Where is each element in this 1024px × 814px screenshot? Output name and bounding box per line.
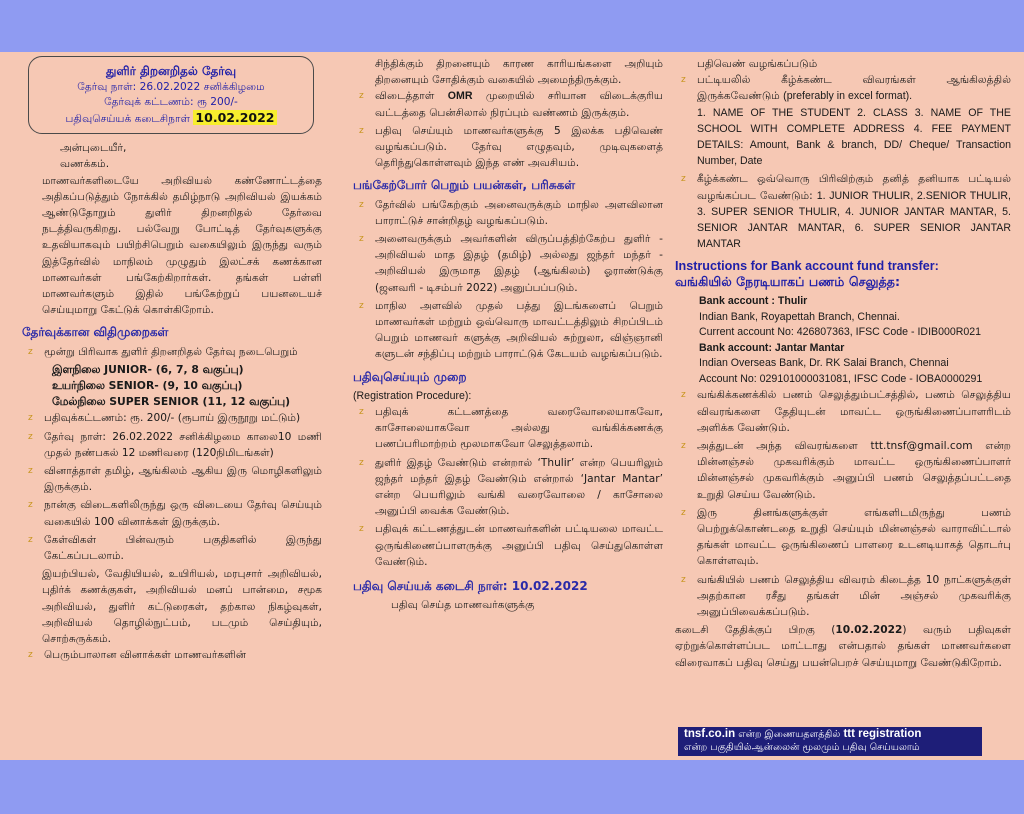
rule-item xyxy=(22,463,322,495)
bullet-icon: z xyxy=(28,650,33,661)
top-band xyxy=(0,0,1024,52)
registration-text: பதிவுக் கட்டணத்தை வரைவோலையாகவோ, காசோலையாகவோ அல்லது வங்கிக்கணக்கு பணப்பரிமாற்றம் மூலமாகவோ செலுத்தலாம். xyxy=(375,406,663,451)
rule-item xyxy=(353,123,663,172)
bank-instruction xyxy=(675,572,1011,621)
rule-text: மூன்று பிரிவாக துளிர் திறனறிதல் தேர்வு நடைபெறும் xyxy=(44,345,298,358)
omr-pre: விடைத்தாள் xyxy=(375,90,435,103)
omr-word: OMR xyxy=(447,90,473,103)
rule-text: நான்கு விடைகளிலிருந்து ஒரு விடையை தேர்வு செய்யும் வகையில் 100 வினாக்கள் இருக்கும். xyxy=(44,499,322,528)
exam-title: துளிர் திறனறிதல் தேர்வு xyxy=(105,64,237,78)
list-requirement xyxy=(675,72,1011,169)
bullet-icon: z xyxy=(359,234,364,245)
instruction-text: வங்கிக்கணக்கில் பணம் செலுத்தும்பட்சத்தில், பணம் செலுத்திய விவரங்களை தேதியுடன் மாவட்ட ஒருங்கிணைப்பாளரிடம் அளிக்க வேண்டும். xyxy=(697,389,1011,434)
bullet-icon: z xyxy=(681,75,686,86)
rule-text: கேள்விகள் பின்வரும் பகுதிகளில் இருந்து கேட்கப்படலாம். xyxy=(44,533,322,563)
rule-item xyxy=(22,647,322,663)
account-bank: Indian Overseas Bank, Dr. RK Salai Branch, Chennai xyxy=(699,357,949,370)
bullet-icon: z xyxy=(359,125,364,136)
bullet-icon: z xyxy=(28,431,33,442)
account-number: Account No: 029101000031081, IFSC Code - IOBA0000291 xyxy=(699,372,983,385)
list-pre: பட்டியலில் கீழ்க்கண்ட விவரங்கள் ஆங்கிலத்தில் இருக்கவேண்டும் xyxy=(697,74,1011,103)
greeting-line-1: அன்புடையீர், xyxy=(60,142,127,155)
bank-instruction xyxy=(675,505,1011,570)
deadline-text: பதிவு செய்த மாணவர்களுக்கு xyxy=(391,599,535,612)
benefits-heading: பங்கேற்போர் பெறும் பயன்கள், பரிசுகள் xyxy=(353,178,576,193)
account-label: Bank account: Jantar Mantar xyxy=(699,341,845,354)
rule-text: தேர்வு நாள்: 26.02.2022 சனிக்கிழமை காலை10 மணி முதல் நண்பகல் 12 மணிவரை (120நிமிடங்கள்) xyxy=(44,430,322,459)
benefit-text: மாநில அளவில் முதல் பத்து இடங்களைப் பெறும் மாணவர்கள் மற்றும் ஒவ்வொரு மாவட்டத்திலும் சிறப்பிடம் பெறும் மாணவர் களுக்கு அறிவியல் சுற்றுலா, விஞ்ஞானி களுடன் சந்திப்பு மற்றும் பாராட்டுக் கேடயம் வழங்கப்படும். xyxy=(375,299,663,361)
rule-item xyxy=(353,88,663,120)
bullet-icon: z xyxy=(28,500,33,511)
tag-line-2: என்ற பகுதியில்ஆன்லைன் மூலமும் பதிவு செய்யலாம் xyxy=(684,742,920,753)
bullet-icon: z xyxy=(359,524,364,535)
bank-heading-en: Instructions for Bank account fund transfer: xyxy=(675,259,939,274)
closing-paragraph xyxy=(675,622,1011,671)
benefit-item xyxy=(353,298,663,363)
separate-pre: கீழ்க்கண்ட ஒவ்வொரு பிரிவிற்கும் தனித் தனியாக பட்டியல் வழங்கப்பட வேண்டும்: xyxy=(697,173,1011,202)
level-super-senior: மேல்நிலை SUPER SENIOR (11, 12 வகுப்பு) xyxy=(52,395,291,409)
bank-heading-ta: வங்கியில் நேரடியாகப் பணம் செலுத்த: xyxy=(675,274,901,290)
bullet-icon: z xyxy=(681,390,686,401)
bullet-icon: z xyxy=(359,407,364,418)
closing-post: ) வரும் பதிவுகள் ஏற்றுக்கொள்ளப்பட மாட்டாது என்பதால் தங்கள் மாணவர்களை விரைவாகப் பதிவு செய்து பயன்பெறச் செய்யுமாறு வேண்டுகிறோம். xyxy=(675,624,1011,669)
registration-item xyxy=(353,404,663,453)
column-left xyxy=(22,56,322,756)
registration-item xyxy=(353,455,663,520)
rule-text: பதிவுக்கட்டணம்: ரூ. 200/- (ரூபாய் இருநூறு மட்டும்) xyxy=(44,412,301,425)
greeting-line-2: வணக்கம். xyxy=(60,158,110,171)
bullet-icon: z xyxy=(681,174,686,185)
registration-item xyxy=(353,521,663,570)
bullet-icon: z xyxy=(681,507,686,518)
benefit-text: அனைவருக்கும் அவர்களின் விருப்பத்திற்கேற்ப துளிர் - அறிவியல் மாத இதழ் (தமிழ்) அல்லது ஜந்தர் மந்தர் - அறிவியல் இருமாத இதழ் (ஆங்கிலம்) ஓராண்டுக்கு (ஜனவரி - டிசம்பர் 2022) அனுப்பப்படும். xyxy=(375,233,663,294)
separate-list-requirement xyxy=(675,171,1011,252)
rule-item xyxy=(22,344,322,360)
rule-text: பதிவு செய்யும் மாணவர்களுக்கு 5 இலக்க பதிவெண் வழங்கப்படும். தேர்வு எழுதவும், முடிவுகளைத் தெரிந்துகொள்ளவும் இந்த எண் அவசியம். xyxy=(375,124,663,170)
exam-fee: தேர்வுக் கட்டணம்: ரூ 200/- xyxy=(104,96,238,109)
level-junior: இளநிலை JUNIOR- (6, 7, 8 வகுப்பு) xyxy=(52,362,244,376)
online-registration-tag xyxy=(678,727,982,756)
rule-text: பெரும்பாலான வினாக்கள் மாணவர்களின் xyxy=(44,649,247,662)
bullet-icon: z xyxy=(681,441,686,452)
closing-pre: கடைசி தேதிக்குப் பிறகு ( xyxy=(675,624,836,637)
registration-text: துளிர் இதழ் வேண்டும் என்றால் ‘Thulir’ என்ற பெயரிலும் ஜந்தர் மந்தர் இதழ் வேண்டும் என்றால் ‘Jantar Mantar’ என்ற பெயரிலும் வங்கி வரைவோலை / காசோலை அனுப்பி வைக்க வேண்டும். xyxy=(375,456,663,518)
registration-subheading: (Registration Procedure): xyxy=(353,389,472,402)
tag-reg: ttt registration xyxy=(843,728,922,740)
account-number: Current account No: 426807363, IFSC Code - IDIB000R021 xyxy=(699,326,982,339)
registration-deadline xyxy=(37,110,305,127)
bank-instruction xyxy=(675,438,1011,503)
account-label: Bank account : Thulir xyxy=(699,295,808,308)
rule-item xyxy=(22,497,322,529)
benefit-item xyxy=(353,231,663,296)
rule-item xyxy=(22,532,322,564)
rules-heading: தேர்வுக்கான விதிமுறைகள் xyxy=(22,325,169,340)
instruction-text: இரு தினங்களுக்குள் எங்களிடமிருந்து பணம் பெற்றுக்கொண்டதை உறுதி செய்யும் மின்னஞ்சல் வாராவிட்டால் தங்கள் மாவட்ட ஒருங்கிணைப் பாளரை உடனடியாகத் தொடர்பு கொள்ளவும். xyxy=(697,506,1011,568)
tag-mid: என்ற இணையதளத்தில் xyxy=(738,729,841,740)
registration-text: பதிவுக் கட்டணத்துடன் மாணவர்களின் பட்டியலை மாவட்ட ஒருங்கிணைப்பாளருக்கு அனுப்பி பதிவு செய்துகொள்ள வேண்டும். xyxy=(375,523,663,568)
exam-date: தேர்வு நாள்: 26.02.2022 சனிக்கிழமை xyxy=(77,81,265,94)
rule-item xyxy=(22,410,322,426)
bullet-icon: z xyxy=(359,300,364,311)
instruction-text: அத்துடன் அந்த விவரங்களை ttt.tnsf@gmail.com என்ற மின்னஞ்சல் முகவரிக்கும் மாவட்ட ஒருங்கிணைப்பாளர் மின்னஞ்சல் முகவரிக்கும் அனுப்பி பணம் செலுத்தப்பட்டதை உறுதி செய்ய வேண்டும். xyxy=(697,440,1011,501)
list-excel: (preferably in excel format). xyxy=(783,90,913,103)
bullet-icon: z xyxy=(681,574,686,585)
bank-instruction xyxy=(675,387,1011,436)
closing-date: 10.02.2022 xyxy=(835,624,903,637)
level-senior: உயர்நிலை SENIOR- (9, 10 வகுப்பு) xyxy=(52,379,243,393)
bullet-icon: z xyxy=(28,413,33,424)
site-link[interactable]: tnsf.co.in xyxy=(684,728,736,740)
bullet-icon: z xyxy=(359,199,364,210)
registration-date: 10.02.2022 xyxy=(195,110,275,126)
continued-text: பதிவெண் வழங்கப்படும் xyxy=(697,58,818,70)
bullet-icon: z xyxy=(28,346,33,357)
bullet-icon: z xyxy=(359,91,364,102)
bottom-band xyxy=(0,760,1024,814)
rule-text: வினாத்தாள் தமிழ், ஆங்கிலம் ஆகிய இரு மொழிகளிலும் இருக்கும். xyxy=(44,465,322,494)
benefit-item xyxy=(353,197,663,229)
account-bank: Indian Bank, Royapettah Branch, Chennai. xyxy=(699,310,900,323)
benefit-text: தேர்வில் பங்கேற்கும் அனைவருக்கும் மாநில அளவிலான பாராட்டுச் சான்றிதழ் வழங்கப்படும். xyxy=(375,198,663,227)
rule-item xyxy=(22,429,322,461)
bullet-icon: z xyxy=(359,457,364,468)
instruction-text: வங்கியில் பணம் செலுத்திய விவரம் கிடைத்த 10 நாட்களுக்குள் அதற்கான ரசீது தங்கள் மின் அஞ்சல் முகவரிக்கு அனுப்பிவைக்கப்படும். xyxy=(697,573,1011,619)
list-fields: 1. NAME OF THE STUDENT 2. CLASS 3. NAME OF THE SCHOOL WITH COMPLETE ADDRESS 4. FEE PAYMENT DETAILS: Amount, Bank & branch, DD/ Cheque/ Transaction Number, Date xyxy=(697,106,1011,168)
bullet-icon: z xyxy=(28,534,33,545)
column-right xyxy=(675,56,1011,756)
continued-text: சிந்திக்கும் திறனையும் காரண காரியங்களை அறியும் திறனையும் சோதிக்கும் வகையில் அமைந்திருக்கும். xyxy=(375,58,663,87)
bullet-icon: z xyxy=(28,466,33,477)
subjects-paragraph: இயற்பியல், வேதியியல், உயிரியல், மரபுசார் அறிவியல், புதிர்க் கணக்குகள், அறிவியல் மனப் பான்மை, சமூக அறிவியல், துளிர் கட்டுரைகள், தற்கால நிகழ்வுகள், அறிவியல் தொழில்நுட்பம், படமும் செய்தியும், சொற்சுருக்கம். xyxy=(42,568,322,646)
bank-account-thulir xyxy=(675,294,1011,341)
bank-account-jantar-mantar xyxy=(675,341,1011,388)
intro-paragraph: மாணவர்களிடையே அறிவியல் கண்ணோட்டத்தை அதிகப்படுத்தும் நோக்கில் தமிழ்நாடு அறிவியல் இயக்கம் ஆண்டுதோறும் துளிர் திறனறிதல் தேர்வை நடத்திவருகிறது. பல்வேறு போட்டித் தேர்வுகளுக்கு உதவியாகவும் பயிற்சிபெறும் வகையிலும் இருந்து வரும் இத்தேர்வில் மாநிலம் முழுதும் இலட்சக் கணக்கான மாணவர்கள் பங்கேற்கிறார்கள். தங்கள் பள்ளி மாணவர்களும் இதில் பங்கேற்றுப் பயனடையச் செய்யுமாறு கேட்டுக் கொள்கிறோம். xyxy=(42,174,322,317)
column-middle xyxy=(353,56,663,756)
tag-line-1 xyxy=(684,728,974,741)
deadline-heading: பதிவு செய்யக் கடைசி நாள்: 10.02.2022 xyxy=(353,579,588,594)
omr-post: முறையில் சரியான விடைக்குரிய வட்டத்தை பென்சிலால் நிரப்பும் வண்ணம் இருக்கும். xyxy=(375,90,663,119)
separate-list: 1. JUNIOR THULIR, 2.SENIOR THULIR, 3. SUPER SENIOR THULIR, 4. JUNIOR JANTAR MANTAR, 5. SENIOR JANTAR MANTAR, 6. SUPER SENIOR JANTAR MANTAR xyxy=(697,189,1011,251)
registration-heading: பதிவுசெய்யும் முறை xyxy=(353,369,467,384)
registration-label: பதிவுசெய்யக் கடைசிநாள் xyxy=(65,113,191,126)
exam-info-box xyxy=(28,56,314,134)
